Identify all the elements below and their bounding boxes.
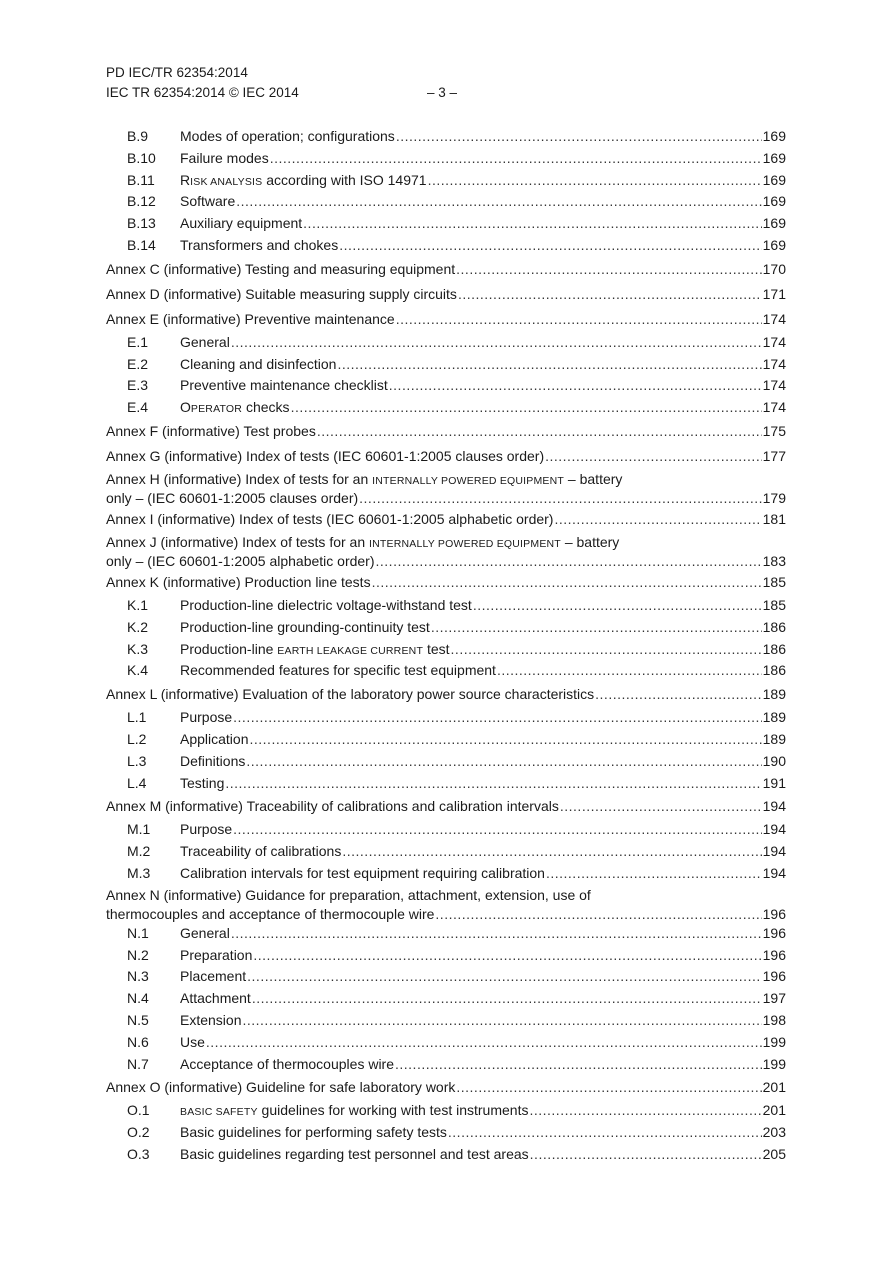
toc-title-part: Annex J (informative) Index of tests for an (106, 533, 370, 550)
toc-entry-number: B.14 (127, 236, 156, 253)
toc-page-number: 197 (762, 990, 786, 1007)
toc-title-part: Transformers and chokes (180, 236, 339, 253)
toc-entry-number: M.1 (127, 821, 151, 838)
toc-title-part: ISK ANALYSIS (190, 175, 263, 188)
dot-leader (456, 257, 761, 282)
toc-entry-title (106, 507, 553, 532)
toc-entry-title (180, 1144, 529, 1166)
toc-page-number: 191 (762, 774, 786, 791)
toc-entry-number: E.2 (127, 355, 149, 372)
toc-page-number: 199 (762, 1055, 786, 1072)
dot-leader (473, 595, 762, 617)
toc-entry[interactable] (106, 966, 786, 988)
toc-title-part: Production-line grounding-continuity test (180, 618, 430, 635)
toc-entry-title (106, 257, 455, 282)
toc-title-part: Annex M (informative) Traceability of calibrations and calibration intervals (106, 798, 559, 815)
toc-annex-entry[interactable] (106, 469, 786, 490)
toc-page-number: 196 (762, 924, 786, 941)
toc-entry[interactable] (106, 1010, 786, 1032)
toc-page-number: 194 (762, 821, 786, 838)
toc-entry-title (180, 1054, 394, 1076)
toc-title-part: Annex I (informative) Index of tests (IEC 60601-1:2005 alphabetic order) (106, 510, 554, 527)
toc-entry[interactable] (106, 332, 786, 354)
toc-entry-number: K.2 (127, 618, 149, 635)
toc-title-part: Acceptance of thermocouples wire (180, 1055, 394, 1072)
toc-title-part: only – (IEC 60601-1:2005 clauses order) (106, 489, 359, 506)
dot-leader (250, 729, 762, 751)
dot-leader (231, 332, 762, 354)
toc-page-number: 186 (762, 618, 786, 635)
toc-entry[interactable] (106, 863, 786, 885)
toc-entry-number: N.3 (127, 968, 149, 985)
toc-annex-entry[interactable] (106, 490, 786, 507)
toc-page-number: 169 (762, 149, 786, 166)
toc-title-part: INTERNALLY POWERED EQUIPMENT (372, 474, 565, 487)
dot-leader (529, 1100, 761, 1122)
toc-entry-title (180, 729, 249, 751)
toc-title-part: test (423, 640, 450, 657)
dot-leader (428, 170, 762, 192)
toc-title-part: Basic guidelines for performing safety tests (180, 1124, 447, 1141)
toc-entry-number: N.7 (127, 1055, 149, 1072)
toc-page-number: 199 (762, 1033, 786, 1050)
dot-leader (530, 1144, 762, 1166)
toc-entry[interactable] (106, 945, 786, 967)
toc-entry[interactable] (106, 1100, 786, 1122)
toc-title-part: Production-line dielectric voltage-withstand test (180, 596, 472, 613)
toc-page-number: 194 (762, 798, 786, 815)
toc-page-number: 196 (762, 905, 786, 922)
toc-entry-title (180, 170, 427, 194)
dot-leader (339, 235, 761, 257)
toc-entry-title (180, 660, 496, 682)
dot-leader (359, 490, 761, 507)
toc-annex-entry[interactable] (106, 906, 786, 923)
toc-entry[interactable] (106, 375, 786, 397)
toc-page-number: 174 (762, 399, 786, 416)
toc-entry-number: B.11 (127, 171, 155, 188)
dot-leader (395, 1054, 762, 1076)
dot-leader (389, 375, 762, 397)
toc-entry-number: B.13 (127, 215, 156, 232)
toc-title-part: Annex O (informative) Guideline for safe laboratory work (106, 1079, 456, 1096)
toc-entry-number: E.4 (127, 399, 149, 416)
toc-title-part: Attachment (180, 990, 251, 1007)
toc-title-part: Placement (180, 968, 247, 985)
toc-annex-entry[interactable] (106, 419, 786, 444)
toc-title-part: Definitions (180, 752, 246, 769)
toc-entry-title (180, 751, 245, 773)
toc-page-number: 175 (762, 422, 786, 439)
toc-page-number: 194 (762, 864, 786, 881)
toc-entry-title (180, 126, 395, 148)
dot-leader (554, 507, 761, 532)
dot-leader (242, 1010, 761, 1032)
toc-entry-number: B.10 (127, 149, 156, 166)
dot-leader (246, 751, 761, 773)
toc-page-number: 169 (762, 236, 786, 253)
toc-entry-number: N.1 (127, 924, 149, 941)
dot-leader (233, 819, 761, 841)
toc-page-number: 181 (762, 510, 786, 527)
toc-entry-title (180, 773, 224, 795)
toc-title-part: Annex C (informative) Testing and measuring equipment (106, 260, 456, 277)
toc-entry-title (180, 863, 545, 885)
toc-entry[interactable] (106, 397, 786, 419)
dot-leader (303, 213, 761, 235)
toc-title-part: Extension (180, 1011, 242, 1028)
toc-page-number: 169 (762, 128, 786, 144)
toc-entry-title (180, 1122, 447, 1144)
toc-annex-entry[interactable] (106, 1075, 786, 1100)
toc-entry[interactable] (106, 213, 786, 235)
toc-title-part: Traceability of calibrations (180, 843, 342, 860)
toc-title-part: Cleaning and disinfection (180, 355, 337, 372)
toc-title-part: PERATOR (190, 403, 243, 416)
toc-entry-title (180, 354, 336, 376)
toc-title-part: Annex D (informative) Suitable measuring supply circuits (106, 285, 457, 302)
dot-leader (431, 617, 762, 639)
toc-page-number: 198 (762, 1011, 786, 1028)
toc-page-number: 189 (762, 686, 786, 703)
toc-entry-number: B.9 (127, 128, 149, 144)
toc-entry-title (180, 617, 430, 639)
toc-title-part: Annex H (informative) Index of tests for an (106, 470, 373, 487)
toc-title-part: Use (180, 1033, 205, 1050)
toc-entry-number: K.4 (127, 662, 149, 679)
toc-annex-entry[interactable] (106, 282, 786, 307)
toc-title-part: Preventive maintenance checklist (180, 377, 388, 394)
toc-entry-title (180, 988, 251, 1010)
toc-entry-number: L.2 (127, 730, 147, 747)
toc-page-number: 177 (762, 447, 786, 464)
toc-entry-title (106, 490, 358, 507)
toc-title-part: Annex E (informative) Preventive maintenance (106, 310, 395, 327)
toc-entry-number: M.3 (127, 864, 151, 881)
toc-page-number: 194 (762, 843, 786, 860)
toc-page-number: 196 (762, 968, 786, 985)
toc-entry-title (180, 148, 269, 170)
toc-page-number: 196 (762, 946, 786, 963)
document-reference: IEC TR 62354:2014 © IEC 2014 (106, 85, 299, 100)
toc-entry-title (180, 213, 302, 235)
toc-entry[interactable] (106, 148, 786, 170)
toc-entry-title (180, 595, 472, 617)
toc-title-part: Production-line (180, 640, 278, 657)
toc-entry-title (106, 444, 544, 469)
toc-entry[interactable] (106, 1054, 786, 1076)
toc-title-part: Application (180, 730, 249, 747)
dot-leader (236, 191, 761, 213)
toc-title-part: Modes of operation; configurations (180, 128, 395, 144)
dot-leader (448, 1122, 762, 1144)
toc-title-part: Software (180, 193, 236, 210)
toc-entry-number: N.2 (127, 946, 149, 963)
toc-title-part: Failure modes (180, 149, 269, 166)
toc-entry-number: B.12 (127, 193, 156, 210)
toc-entry-number: N.5 (127, 1011, 149, 1028)
toc-title-part: Recommended features for specific test equipment (180, 662, 496, 679)
toc-title-part: Annex K (informative) Production line tests (106, 573, 371, 590)
toc-entry[interactable] (106, 170, 786, 192)
dot-leader (233, 707, 761, 729)
dot-leader (317, 419, 762, 444)
dot-leader (435, 906, 761, 923)
toc-entry-title (106, 682, 594, 707)
toc-entry-title (180, 707, 232, 729)
toc-title-part: General (180, 924, 230, 941)
toc-entry-number: E.3 (127, 377, 149, 394)
toc-entry-title (180, 841, 341, 863)
toc-entry-number: K.1 (127, 596, 149, 613)
toc-title-part: Purpose (180, 709, 233, 726)
toc-entry-number: L.1 (127, 709, 147, 726)
toc-annex-entry[interactable] (106, 553, 786, 570)
toc-title-part: checks (242, 399, 290, 416)
dot-leader (372, 570, 762, 595)
toc-entry-title (106, 885, 591, 906)
toc-page-number: 185 (762, 573, 786, 590)
toc-entry-title (106, 282, 457, 307)
toc-page-number: 189 (762, 709, 786, 726)
dot-leader (337, 354, 761, 376)
toc-title-part: Preparation (180, 946, 253, 963)
toc-title-part: according with ISO 14971 (262, 171, 427, 188)
toc-entry[interactable] (106, 1122, 786, 1144)
toc-entry-number: L.3 (127, 752, 147, 769)
toc-page-number: 179 (762, 489, 786, 506)
dot-leader (206, 1032, 762, 1054)
toc-entry[interactable] (106, 841, 786, 863)
dot-leader (342, 841, 761, 863)
dot-leader (231, 923, 762, 945)
toc-page-number: 186 (762, 662, 786, 679)
toc-entry-number: O.2 (127, 1124, 150, 1141)
toc-title-part: thermocouples and acceptance of thermocouple wire (106, 905, 435, 922)
toc-entry-number: E.1 (127, 333, 149, 350)
toc-entry-number: N.6 (127, 1033, 149, 1050)
dot-leader (458, 282, 762, 307)
toc-entry-number: K.3 (127, 640, 149, 657)
toc-entry[interactable] (106, 773, 786, 795)
toc-page-number: 169 (762, 193, 786, 210)
toc-title-part: Testing (180, 774, 225, 791)
toc-entry-title (180, 375, 388, 397)
toc-title-part: Calibration intervals for test equipment requiring calibration (180, 864, 545, 881)
toc-entry-title (106, 553, 375, 570)
toc-annex-entry[interactable] (106, 682, 786, 707)
toc-annex-entry[interactable] (106, 257, 786, 282)
toc-title-part: Purpose (180, 821, 233, 838)
toc-page-number: 174 (762, 310, 786, 327)
toc-entry-title (180, 235, 338, 257)
toc-title-part: – battery (564, 470, 623, 487)
toc-entry-title (106, 307, 395, 332)
toc-entry-title (180, 1100, 528, 1124)
toc-page-number: 174 (762, 355, 786, 372)
toc-entry-number: L.4 (127, 774, 147, 791)
toc-title-part: R (180, 171, 191, 188)
dot-leader (376, 553, 762, 570)
toc-title-part: Annex L (informative) Evaluation of the laboratory power source characteristics (106, 686, 595, 703)
toc-page-number: 174 (762, 377, 786, 394)
toc-entry-number: O.3 (127, 1145, 150, 1162)
toc-entry-title (106, 794, 559, 819)
toc-entry-title (180, 397, 290, 421)
dot-leader (545, 444, 762, 469)
toc-entry[interactable] (106, 354, 786, 376)
toc-page-number: 205 (762, 1145, 786, 1162)
page-header (106, 63, 506, 103)
toc-title-part: Annex F (informative) Test probes (106, 422, 316, 439)
toc-page-number: 185 (762, 596, 786, 613)
toc-page-number: 203 (762, 1124, 786, 1141)
toc-annex-entry[interactable] (106, 532, 786, 553)
dot-leader (546, 863, 762, 885)
toc-title-part: – battery (560, 533, 620, 550)
page-number: – 3 – (427, 85, 458, 100)
dot-leader (252, 988, 762, 1010)
toc-entry-number: O.1 (127, 1102, 150, 1119)
toc-entry-title (180, 945, 252, 967)
toc-annex-entry[interactable] (106, 444, 786, 469)
toc-page-number: 170 (762, 260, 786, 277)
dot-leader (497, 660, 762, 682)
toc-entry-title (106, 532, 619, 555)
toc-page-number: 186 (762, 640, 786, 657)
toc-annex-entry[interactable] (106, 794, 786, 819)
document-reference-line (106, 83, 506, 103)
toc-page-number: 189 (762, 730, 786, 747)
toc-entry[interactable] (106, 988, 786, 1010)
toc-entry[interactable] (106, 1032, 786, 1054)
toc-entry-title (106, 570, 371, 595)
toc-page-number: 201 (762, 1102, 786, 1119)
toc-title-part: BASIC SAFETY (180, 1106, 258, 1119)
toc-entry-title (106, 469, 622, 492)
dot-leader (270, 148, 762, 170)
toc-title-part: EARTH LEAKAGE CURRENT (277, 644, 424, 657)
toc-annex-entry[interactable] (106, 885, 786, 906)
toc-title-part: guidelines for working with test instruments (257, 1102, 529, 1119)
toc-page-number: 174 (762, 333, 786, 350)
dot-leader (595, 682, 761, 707)
toc-title-part: General (180, 333, 230, 350)
toc-entry-title (180, 819, 232, 841)
dot-leader (291, 397, 762, 419)
toc-entry-title (180, 332, 230, 354)
dot-leader (451, 639, 762, 661)
toc-entry[interactable] (106, 729, 786, 751)
toc-annex-entry[interactable] (106, 570, 786, 595)
toc-entry[interactable] (106, 617, 786, 639)
toc-entry-title (180, 966, 246, 988)
dot-leader (456, 1075, 761, 1100)
toc-entry-title (180, 1010, 241, 1032)
dot-leader (560, 794, 762, 819)
toc-entry-title (106, 419, 316, 444)
toc-page-number: 201 (762, 1079, 786, 1096)
toc-entry-title (180, 1032, 205, 1054)
toc-title-part: INTERNALLY POWERED EQUIPMENT (369, 537, 561, 550)
toc-title-part: Basic guidelines regarding test personnel and test areas (180, 1145, 529, 1162)
dot-leader (253, 945, 761, 967)
toc-entry[interactable] (106, 1144, 786, 1166)
table-of-contents (106, 126, 786, 1166)
toc-title-part: Annex G (informative) Index of tests (IEC 60601-1:2005 clauses order) (106, 447, 545, 464)
toc-entry[interactable] (106, 923, 786, 945)
dot-leader (247, 966, 761, 988)
toc-entry-title (106, 1075, 455, 1100)
toc-entry-title (180, 923, 230, 945)
toc-entry-number: N.4 (127, 990, 149, 1007)
toc-title-part: Auxiliary equipment (180, 215, 303, 232)
toc-entry[interactable] (106, 639, 786, 661)
toc-title-part: Annex N (informative) Guidance for preparation, attachment, extension, use of (106, 886, 591, 903)
toc-title-part: only – (IEC 60601-1:2005 alphabetic order) (106, 552, 375, 569)
toc-title-part: O (180, 399, 191, 416)
toc-page-number: 190 (762, 752, 786, 769)
toc-entry[interactable] (106, 751, 786, 773)
toc-entry[interactable] (106, 660, 786, 682)
toc-entry-title (180, 191, 235, 213)
dot-leader (225, 773, 761, 795)
toc-page-number: 183 (762, 552, 786, 569)
toc-entry[interactable] (106, 595, 786, 617)
toc-entry[interactable] (106, 819, 786, 841)
toc-entry[interactable] (106, 191, 786, 213)
dot-leader (396, 307, 762, 332)
toc-page-number: 169 (762, 215, 786, 232)
toc-entry[interactable] (106, 707, 786, 729)
toc-annex-entry[interactable] (106, 307, 786, 332)
toc-page-number: 171 (762, 285, 786, 302)
toc-entry[interactable] (106, 126, 786, 148)
toc-annex-entry[interactable] (106, 507, 786, 532)
toc-entry[interactable] (106, 235, 786, 257)
dot-leader (396, 126, 762, 148)
toc-page-number: 169 (762, 171, 786, 188)
toc-entry-title (180, 639, 450, 663)
toc-entry-number: M.2 (127, 843, 151, 860)
toc-entry-title (106, 906, 434, 923)
document-id: PD IEC/TR 62354:2014 (106, 65, 248, 80)
